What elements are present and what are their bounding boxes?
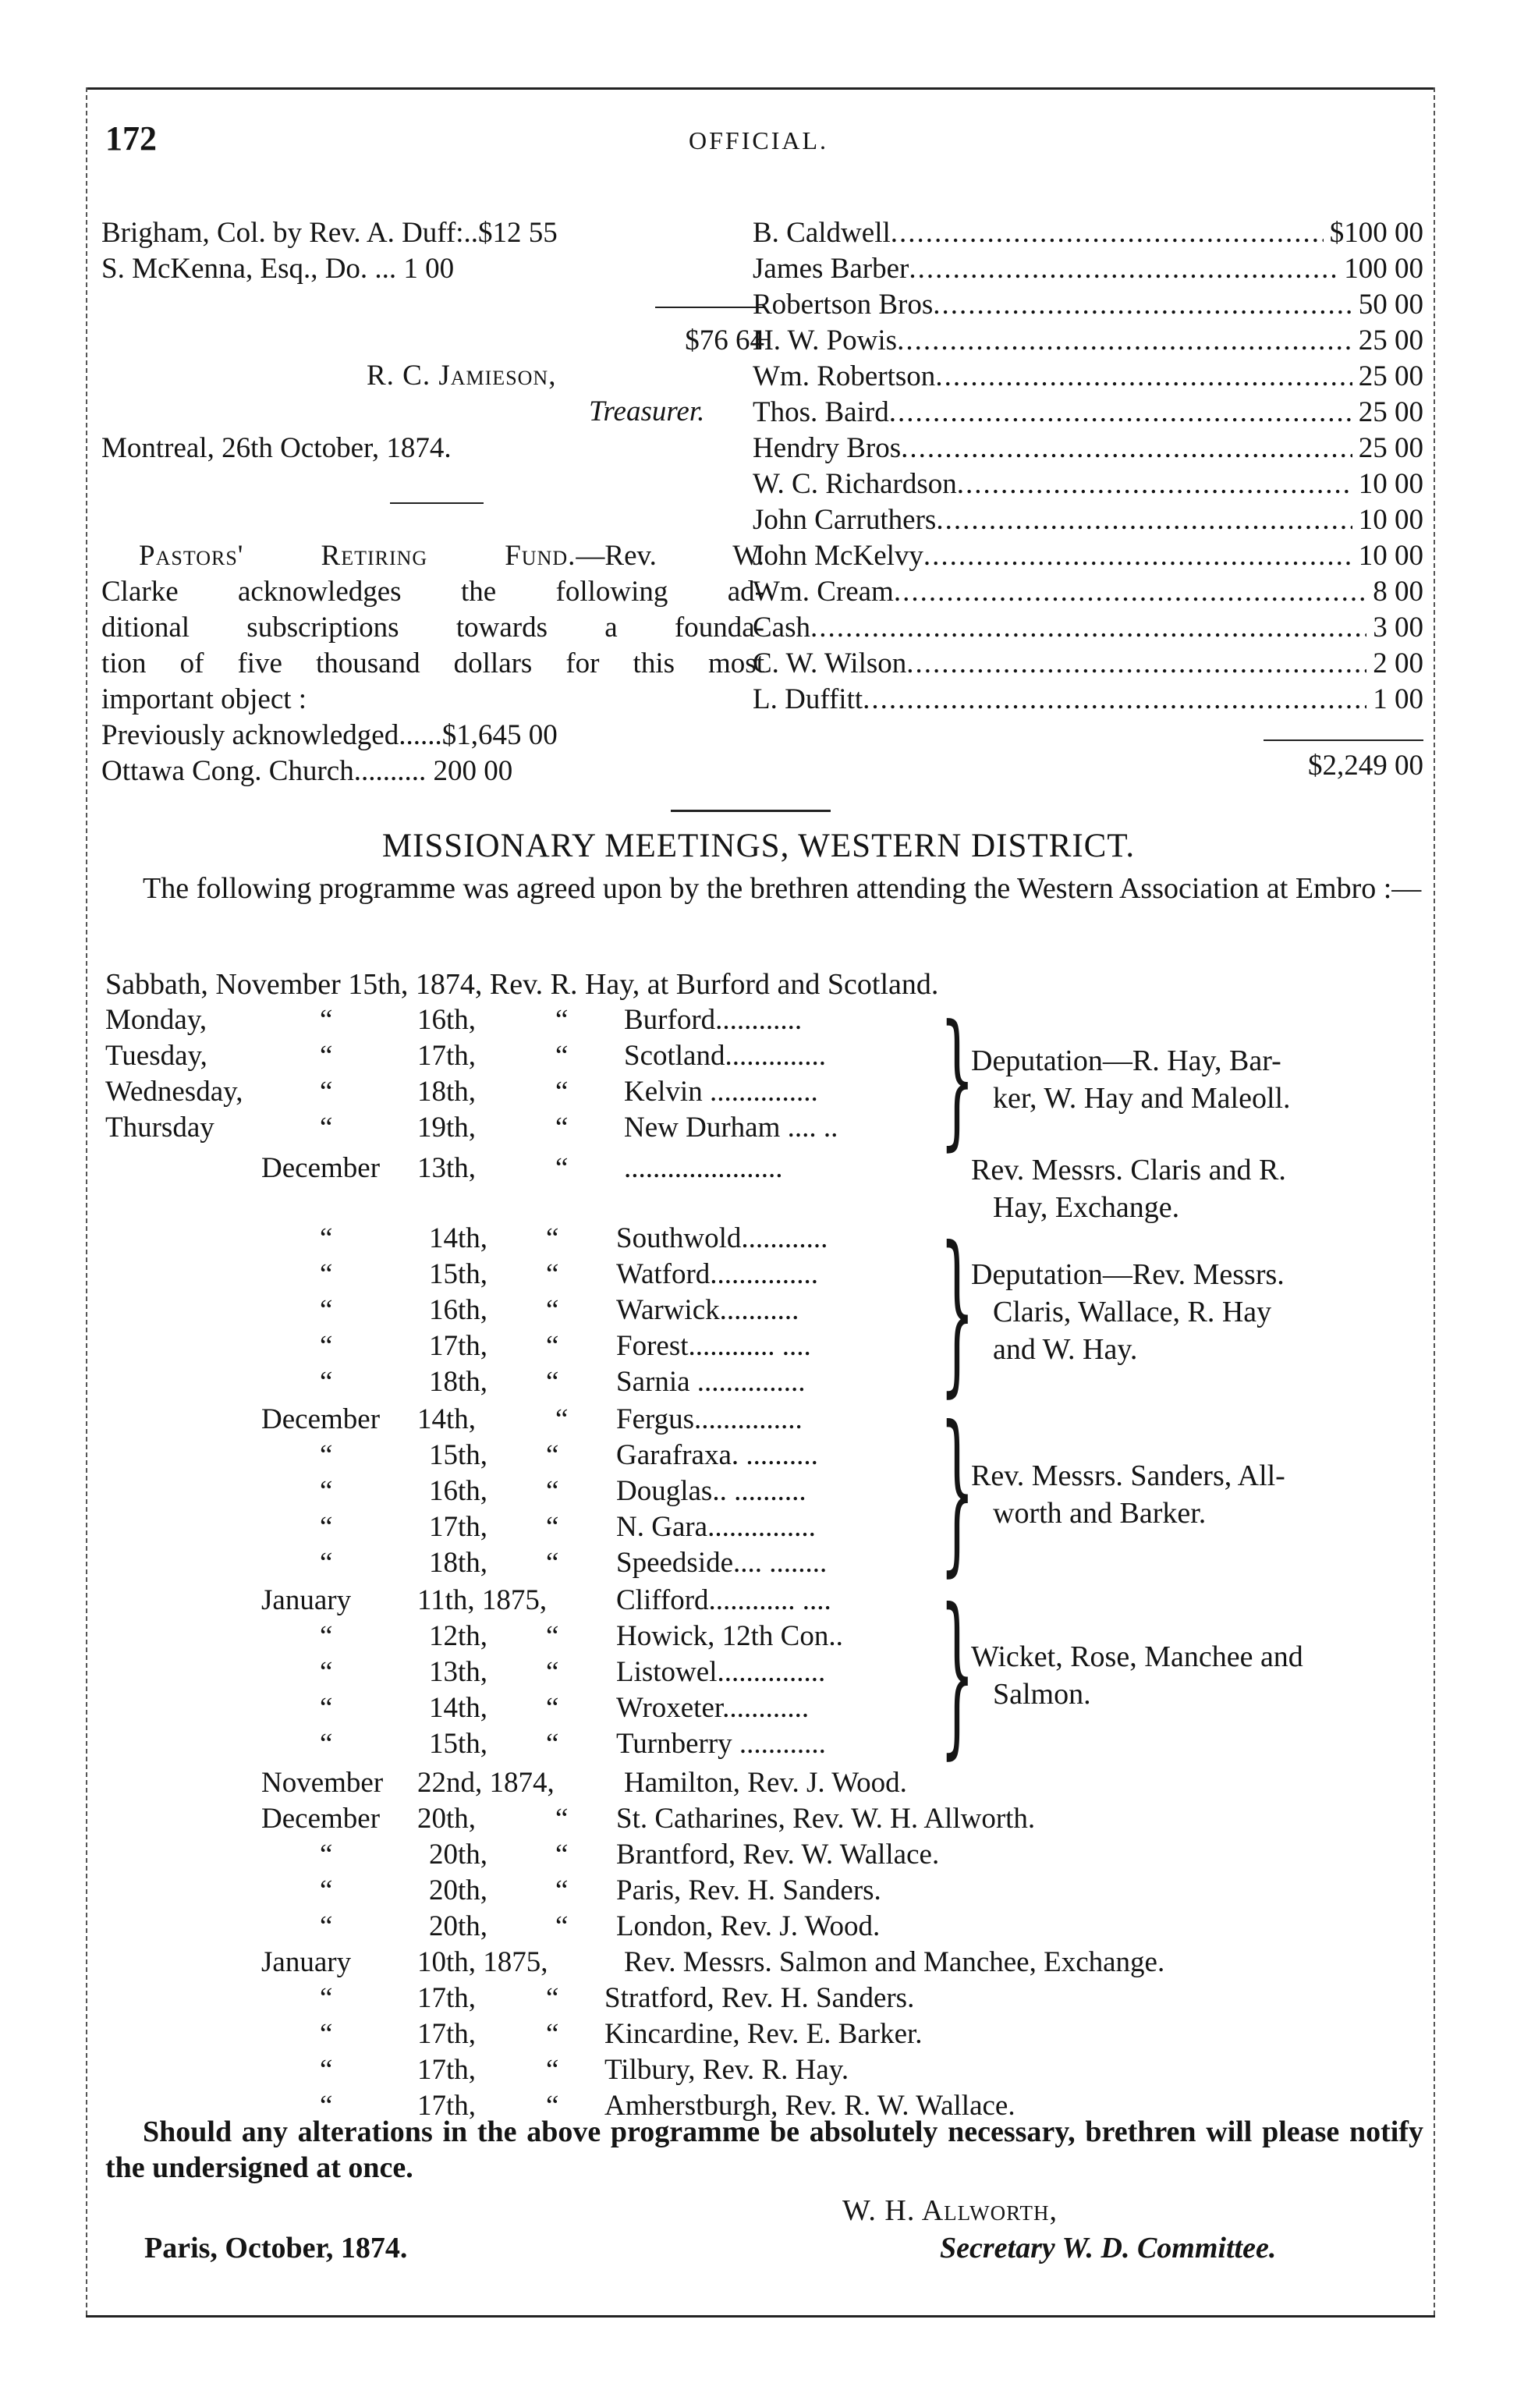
subscription-amount: 25 00 (1358, 324, 1423, 356)
schedule-date: 18th, (429, 1547, 488, 1579)
schedule-q2: “ (546, 1475, 559, 1507)
schedule-q2: “ (555, 1004, 569, 1036)
subscription-amount: 10 00 (1358, 468, 1423, 500)
signature-title: Secretary W. D. Committee. (940, 2232, 1277, 2264)
subscriber-name: Hendry Bros (753, 432, 902, 464)
previously-line: Previously acknowledged......$1,645 00 (101, 719, 558, 751)
schedule-place: ...................... (624, 1152, 783, 1184)
schedule-place: Fergus............... (616, 1403, 803, 1435)
schedule-q1: “ (320, 1910, 333, 1942)
schedule-date: 18th, (417, 1076, 477, 1108)
schedule-q1: “ (320, 1076, 333, 1108)
leader-dots (936, 502, 1352, 538)
deputation-2: Rev. Messrs. Claris and R. Hay, Exchange. (971, 1154, 1286, 1224)
brigham-line: Brigham, Col. by Rev. A. Duff:..$12 55 (101, 217, 558, 249)
schedule-place: Douglas.. .......... (616, 1475, 806, 1507)
bottom-border (86, 2315, 1435, 2318)
group-brace: } (940, 1388, 975, 1593)
schedule-date: 16th, (429, 1294, 488, 1326)
schedule-day: Tuesday, (105, 1040, 207, 1072)
subscriber-name: W. C. Richardson (753, 468, 957, 500)
schedule-place: Speedside.... ........ (616, 1547, 828, 1579)
schedule-date: 10th, 1875, (417, 1946, 548, 1978)
schedule-place: New Durham .... .. (624, 1112, 838, 1144)
subscription-row (753, 466, 1423, 502)
schedule-q2: “ (555, 1874, 569, 1906)
schedule-place: N. Gara............... (616, 1511, 816, 1543)
schedule-day: December (261, 1403, 381, 1435)
subscription-row (753, 431, 1423, 466)
schedule-day: January (261, 1946, 352, 1978)
sum-line: $76 64 (685, 324, 764, 356)
schedule-date: 17th, (429, 1330, 488, 1362)
schedule-q1: “ (320, 1656, 333, 1688)
leader-dots (894, 574, 1366, 610)
schedule-place: Clifford............ .... (616, 1584, 831, 1616)
sum-rule (655, 307, 764, 308)
schedule-q1: “ (320, 1040, 333, 1072)
subscription-row (753, 323, 1423, 359)
subscription-row (753, 574, 1423, 610)
treasurer-name: R. C. Jamieson, (367, 360, 557, 392)
schedule-q2: “ (546, 1511, 559, 1543)
subscription-row (753, 359, 1423, 395)
schedule-place: Listowel............... (616, 1656, 826, 1688)
subscription-row (753, 610, 1423, 646)
subscriber-name: B. Caldwell (753, 217, 891, 249)
subscription-amount: 8 00 (1373, 576, 1423, 608)
schedule-q1: “ (320, 1366, 333, 1398)
schedule-place: London, Rev. J. Wood. (616, 1910, 881, 1942)
schedule-q2: “ (546, 2018, 559, 2050)
schedule-place: Tilbury, Rev. R. Hay. (604, 2054, 849, 2086)
schedule-q1: “ (320, 1982, 333, 2014)
schedule-place: Stratford, Rev. H. Sanders. (604, 1982, 915, 2014)
schedule-q1: “ (320, 1439, 333, 1471)
schedule-q2: “ (546, 2054, 559, 2086)
fund-title: Pastors' Retiring Fund. (139, 540, 576, 572)
schedule-day: Monday, (105, 1004, 207, 1036)
short-rule (390, 502, 484, 504)
schedule-place: Garafraxa. .......... (616, 1439, 818, 1471)
schedule-q1: “ (320, 1330, 333, 1362)
fund-paragraph (101, 538, 764, 789)
schedule-q1: “ (320, 1874, 333, 1906)
schedule-q2: “ (555, 1403, 569, 1435)
schedule-date: 18th, (429, 1366, 488, 1398)
schedule-place: Amherstburgh, Rev. R. W. Wallace. (604, 2090, 1015, 2122)
schedule-date: 15th, (429, 1258, 488, 1290)
subscriber-name: C. W. Wilson (753, 647, 907, 679)
schedule-q1: “ (320, 2090, 333, 2122)
schedule-date: 19th, (417, 1112, 477, 1144)
schedule-place: Kelvin ............... (624, 1076, 818, 1108)
schedule-place: Scotland.............. (624, 1040, 826, 1072)
subscriber-name: Wm. Robertson (753, 360, 936, 392)
subscriber-name: James Barber (753, 253, 909, 285)
schedule-day: December (261, 1803, 381, 1835)
schedule-place: Turnberry ............ (616, 1728, 826, 1760)
subscription-amount: 25 00 (1358, 360, 1423, 392)
schedule-date: 14th, (429, 1222, 488, 1254)
schedule-q2: “ (546, 1294, 559, 1326)
leader-dots (889, 395, 1352, 431)
leader-dots (923, 538, 1352, 574)
leader-dots (891, 215, 1324, 251)
left-border (86, 87, 87, 2315)
schedule-q1: “ (320, 1692, 333, 1724)
schedule-q1: “ (320, 1294, 333, 1326)
subscription-amount: 2 00 (1373, 647, 1423, 679)
leader-dots (901, 431, 1352, 466)
schedule-q1: “ (320, 1511, 333, 1543)
schedule-date: 17th, (417, 1982, 477, 2014)
schedule-q1: “ (320, 2054, 333, 2086)
right-border (1434, 87, 1435, 2315)
subscriber-name: Cash (753, 612, 810, 644)
schedule-date: 11th, 1875, (417, 1584, 548, 1616)
schedule-date: 17th, (417, 2018, 477, 2050)
schedule-q1: “ (320, 1620, 333, 1652)
page-number: 172 (105, 119, 157, 158)
schedule-q2: “ (546, 1692, 559, 1724)
schedule-q2: “ (546, 1982, 559, 2014)
schedule-q2: “ (555, 1910, 569, 1942)
group-brace: } (940, 1571, 975, 1775)
schedule-q2: “ (546, 1728, 559, 1760)
schedule-q1: “ (320, 1112, 333, 1144)
schedule-q2: “ (546, 1366, 559, 1398)
schedule-place: Brantford, Rev. W. Wallace. (616, 1839, 940, 1871)
fund-line-3: tion of five thousand dollars for this most (101, 647, 764, 679)
schedule-day: December (261, 1152, 381, 1184)
running-head: OFFICIAL. (688, 126, 828, 154)
subscriber-name: John McKelvy (753, 540, 923, 572)
deputation-1: Deputation—R. Hay, Bar- ker, W. Hay and Maleoll. (971, 1044, 1291, 1115)
fund-line-4: important object : (101, 683, 307, 715)
schedule-place: Paris, Rev. H. Sanders. (616, 1874, 881, 1906)
subscription-row (753, 251, 1423, 287)
schedule-date: 22nd, 1874, (417, 1767, 555, 1799)
schedule-q1: “ (320, 1222, 333, 1254)
schedule-place: Southwold............ (616, 1222, 828, 1254)
intro-paragraph: The following programme was agreed upon by the brethren attending the Western Association at Embro :— (143, 872, 1422, 905)
subscription-row (753, 502, 1423, 538)
deputation-3: Deputation—Rev. Messrs. Claris, Wallace, R. Hay and W. Hay. (971, 1258, 1285, 1366)
subscription-amount: 10 00 (1358, 504, 1423, 536)
schedule-place: Forest............ .... (616, 1330, 811, 1362)
sabbath-line: Sabbath, November 15th, 1874, Rev. R. Hay, at Burford and Scotland. (105, 968, 939, 1001)
subscription-list (753, 215, 1423, 718)
schedule-date: 17th, (417, 1040, 477, 1072)
subscription-amount: 1 00 (1373, 683, 1423, 715)
schedule-place: Wroxeter............ (616, 1692, 810, 1724)
schedule-q2: “ (555, 1076, 569, 1108)
schedule-q2: “ (546, 1656, 559, 1688)
leader-dots (863, 682, 1366, 718)
mckenna-line: S. McKenna, Esq., Do. ... 1 00 (101, 253, 455, 285)
subscription-amount: 3 00 (1373, 612, 1423, 644)
ottawa-line: Ottawa Cong. Church.......... 200 00 (101, 755, 513, 787)
subscription-row (753, 538, 1423, 574)
schedule-q1: “ (320, 1728, 333, 1760)
top-border (86, 87, 1435, 90)
subscription-row (753, 287, 1423, 323)
schedule-q2: “ (546, 1222, 559, 1254)
schedule-date: 14th, (417, 1403, 477, 1435)
subscriber-name: John Carruthers (753, 504, 937, 536)
schedule-day: November (261, 1767, 384, 1799)
group-brace: } (940, 994, 975, 1165)
schedule-date: 13th, (417, 1152, 477, 1184)
leader-dots (935, 359, 1352, 395)
subscription-row (753, 646, 1423, 682)
schedule-date: 15th, (429, 1728, 488, 1760)
schedule-place: Burford............ (624, 1004, 803, 1036)
schedule-q2: “ (546, 2090, 559, 2122)
schedule-date: 13th, (429, 1656, 488, 1688)
schedule-date: 20th, (429, 1910, 488, 1942)
subscriber-name: L. Duffitt (753, 683, 863, 715)
schedule-q2: “ (555, 1803, 569, 1835)
schedule-date: 12th, (429, 1620, 488, 1652)
schedule-place: Kincardine, Rev. E. Barker. (604, 2018, 923, 2050)
schedule-place: Hamilton, Rev. J. Wood. (624, 1767, 907, 1799)
schedule-q1: “ (320, 2018, 333, 2050)
group-brace: } (940, 1209, 975, 1413)
schedule-date: 20th, (417, 1803, 477, 1835)
deputation-5: Wicket, Rose, Manchee and Salmon. (971, 1640, 1303, 1711)
schedule-q1: “ (320, 1258, 333, 1290)
schedule-date: 17th, (417, 2090, 477, 2122)
signature-name: W. H. Allworth, (842, 2194, 1058, 2227)
leader-dots (957, 466, 1352, 502)
treasurer-title: Treasurer. (589, 395, 705, 427)
schedule-day: Thursday (105, 1112, 214, 1144)
schedule-q2: “ (555, 1152, 569, 1184)
subscription-amount: 50 00 (1358, 289, 1423, 321)
schedule-date: 16th, (429, 1475, 488, 1507)
subscription-amount: 10 00 (1358, 540, 1423, 572)
fund-line-1: Clarke acknowledges the following ad- (101, 576, 764, 608)
subscriber-name: Thos. Baird (753, 396, 889, 428)
subscriber-name: H. W. Powis (753, 324, 898, 356)
schedule-day: January (261, 1584, 352, 1616)
leader-dots (897, 323, 1352, 359)
subscription-amount: 25 00 (1358, 396, 1423, 428)
schedule-place: Rev. Messrs. Salmon and Manchee, Exchange. (624, 1946, 1165, 1978)
leader-dots (810, 610, 1366, 646)
subscription-amount: 25 00 (1358, 432, 1423, 464)
fund-line (101, 538, 764, 574)
schedule-date: 17th, (429, 1511, 488, 1543)
section-heading: MISSIONARY MEETINGS, WESTERN DISTRICT. (381, 828, 1136, 864)
schedule-place: Howick, 12th Con.. (616, 1620, 843, 1652)
schedule-date: 14th, (429, 1692, 488, 1724)
leader-dots (933, 287, 1352, 323)
subscription-amount: 100 00 (1344, 253, 1423, 285)
subscription-total: $2,249 00 (1308, 750, 1423, 782)
schedule-date: 20th, (429, 1839, 488, 1871)
schedule-place: Warwick........... (616, 1294, 799, 1326)
subscription-row (753, 215, 1423, 251)
schedule-q2: “ (555, 1040, 569, 1072)
schedule-day: Wednesday, (105, 1076, 243, 1108)
schedule-q2: “ (546, 1620, 559, 1652)
subscription-row (753, 395, 1423, 431)
schedule-date: 17th, (417, 2054, 477, 2086)
closing-place-date: Paris, October, 1874. (144, 2232, 408, 2264)
fund-line-0: —Rev. W. (576, 540, 764, 572)
leader-dots (909, 251, 1338, 287)
schedule-q1: “ (320, 1547, 333, 1579)
leader-dots (906, 646, 1366, 682)
schedule-date: 20th, (429, 1874, 488, 1906)
subscriber-name: Wm. Cream (753, 576, 894, 608)
schedule-q2: “ (555, 1112, 569, 1144)
schedule-q1: “ (320, 1839, 333, 1871)
subscription-amount: $100 00 (1329, 217, 1423, 249)
schedule-q2: “ (555, 1839, 569, 1871)
schedule-q1: “ (320, 1004, 333, 1036)
schedule-date: 15th, (429, 1439, 488, 1471)
subscriber-name: Robertson Bros (753, 289, 934, 321)
deputation-4: Rev. Messrs. Sanders, All- worth and Barker. (971, 1459, 1285, 1530)
schedule-date: 16th, (417, 1004, 477, 1036)
schedule-place: Watford............... (616, 1258, 819, 1290)
schedule-q1: “ (320, 1475, 333, 1507)
schedule-place: St. Catharines, Rev. W. H. Allworth. (616, 1803, 1036, 1835)
schedule-place: Sarnia ............... (616, 1366, 806, 1398)
schedule-q2: “ (546, 1258, 559, 1290)
total-rule (1264, 739, 1423, 741)
montreal-date: Montreal, 26th October, 1874. (101, 432, 452, 464)
subscription-row (753, 682, 1423, 718)
closing-paragraph: Should any alterations in the above programme be absolutely necessary, brethren will please notify the undersigned at once. (105, 2115, 1423, 2184)
fund-line-2: ditional subscriptions towards a founda- (101, 612, 764, 644)
schedule-q2: “ (546, 1439, 559, 1471)
section-rule (671, 810, 831, 812)
schedule-q2: “ (546, 1547, 559, 1579)
schedule-q2: “ (546, 1330, 559, 1362)
